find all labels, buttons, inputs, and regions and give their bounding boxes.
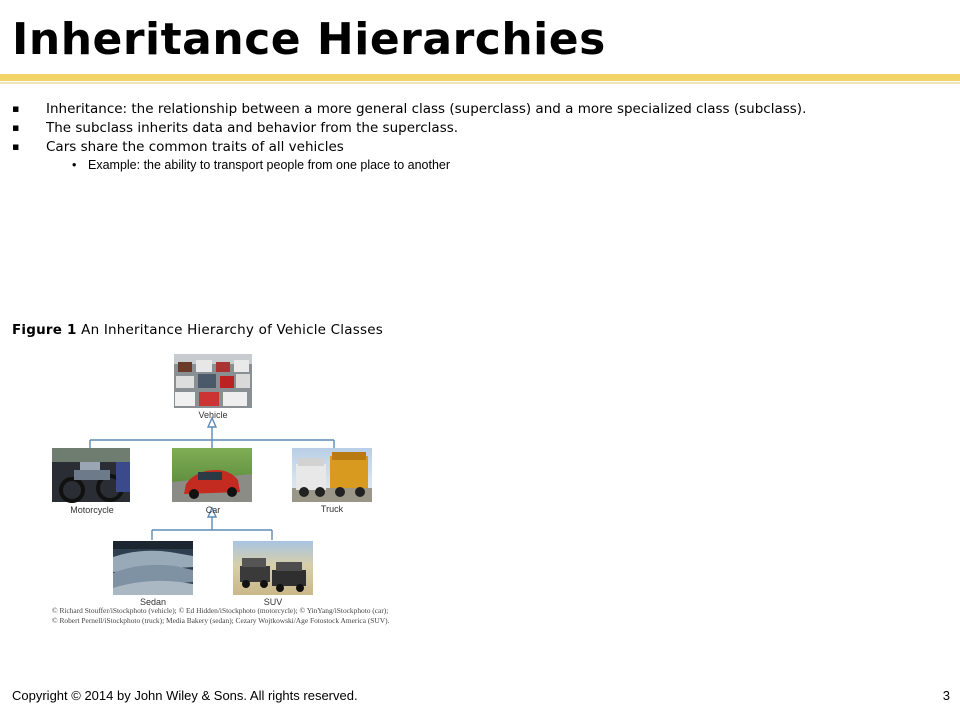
slide-title: Inheritance Hierarchies — [12, 14, 606, 65]
bullet-item — [12, 120, 912, 136]
node-label-truck: Truck — [320, 504, 344, 514]
figure-caption — [12, 322, 383, 338]
sub-bullet-item — [12, 157, 912, 173]
vehicle-traffic-photo — [174, 354, 252, 408]
sub-bullet-text: Example: the ability to transport people from one place to another — [88, 158, 451, 172]
bullet-text: Cars share the common traits of all vehicles — [46, 139, 344, 155]
round-bullet-icon: • — [72, 158, 77, 172]
photo-credits-line: © Richard Stouffer/iStockphoto (vehicle); © Ed Hidden/iStockphoto (motorcycle); © YinYang/iStockphoto (car); — [52, 606, 389, 615]
truck-photo — [292, 448, 372, 502]
square-bullet-icon: ▪ — [12, 140, 20, 153]
title-divider — [0, 74, 960, 81]
bullet-text: The subclass inherits data and behavior from the superclass. — [46, 120, 459, 136]
copyright-footer: Copyright © 2014 by John Wiley & Sons. All rights reserved. — [12, 688, 358, 703]
bullet-item — [12, 139, 912, 155]
inheritance-hierarchy-diagram — [50, 352, 420, 634]
photo-credits-line: © Robert Pernell/iStockphoto (truck); Media Bakery (sedan); Cezary Wojtkowski/Age Fotostock America (SUV). — [52, 616, 390, 625]
node-label-motorcycle: Motorcycle — [70, 505, 114, 515]
bullet-list — [12, 101, 912, 173]
sedan-photo — [113, 541, 193, 595]
car-photo — [172, 448, 252, 502]
square-bullet-icon: ▪ — [12, 121, 20, 134]
title-divider-thin — [0, 82, 960, 84]
node-label-suv: SUV — [263, 597, 283, 607]
square-bullet-icon: ▪ — [12, 102, 20, 115]
bullet-text: Inheritance: the relationship between a more general class (superclass) and a more specialized class (subclass). — [46, 101, 807, 117]
node-label-sedan: Sedan — [139, 597, 167, 607]
motorcycle-photo — [52, 448, 130, 502]
node-label-car: Car — [205, 505, 221, 515]
figure-caption-text: An Inheritance Hierarchy of Vehicle Classes — [81, 322, 383, 338]
bullet-item — [12, 101, 912, 117]
page-number: 3 — [942, 688, 950, 703]
suv-photo — [233, 541, 313, 595]
photo-credits — [52, 606, 422, 626]
figure-label: Figure 1 — [12, 322, 77, 338]
node-label-vehicle: Vehicle — [198, 410, 228, 420]
